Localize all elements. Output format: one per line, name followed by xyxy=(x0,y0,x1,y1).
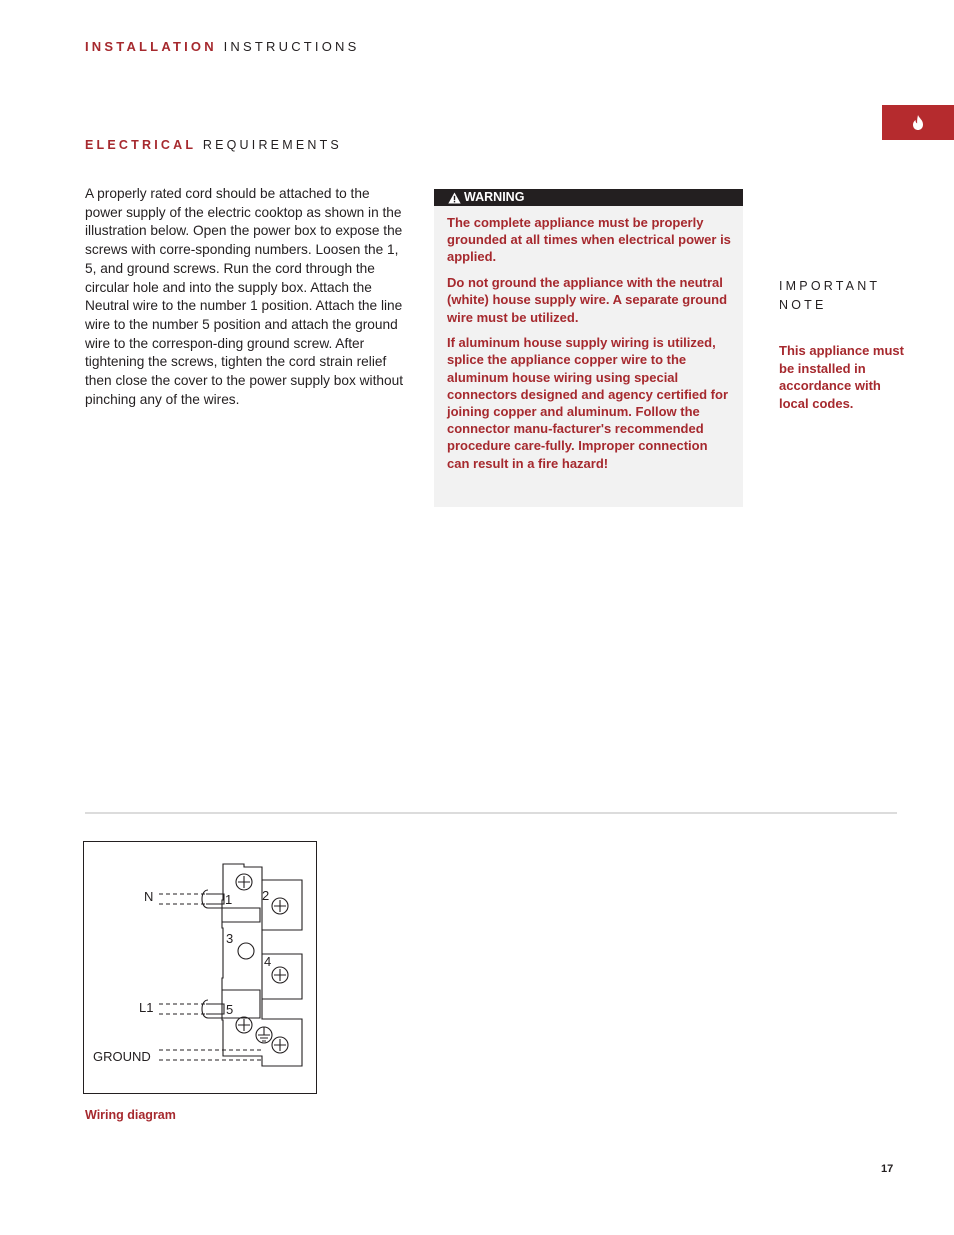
terminal-label-3: 3 xyxy=(226,931,234,946)
page-header xyxy=(85,39,360,54)
terminal-label-1: 1 xyxy=(225,892,233,907)
ground-label: GROUND xyxy=(93,1049,151,1064)
note-heading-line: NOTE xyxy=(779,297,827,312)
neutral-label: N xyxy=(144,889,154,904)
warning-title: WARNING xyxy=(464,190,525,204)
wiring-diagram xyxy=(83,841,317,1094)
wiring-diagram-svg xyxy=(84,842,316,1093)
page-number: 17 xyxy=(881,1163,894,1175)
header-strong: INSTALLATION xyxy=(85,39,217,54)
warning-icon xyxy=(448,192,461,204)
terminal-label-2: 2 xyxy=(262,888,270,903)
warning-paragraph: The complete appliance must be properly grounded at all times when electrical power is applied. xyxy=(447,215,731,265)
instructions-text: A properly rated cord should be attached to the power supply of the electric cooktop as shown in the illustration below. Open the power box to expose the screws with corre-sponding numbers. Loosen the 1, 5, and ground screws. Run the cord through the circular hole and into the supply box. Attach the Neutral wire to the number 1 position. Attach the line wire to the number 5 position and attach the ground wire to the correspon-ding ground screw. After tightening the screws, tighten the cord strain relief then close the cover to the power supply box without pinching any of the wires. xyxy=(85,186,404,407)
flame-icon xyxy=(911,114,925,131)
header-light: INSTRUCTIONS xyxy=(223,39,360,54)
section-tab xyxy=(882,105,954,140)
note-heading-line: IMPORTANT xyxy=(779,279,881,293)
warning-box xyxy=(434,189,743,507)
divider xyxy=(85,812,897,814)
terminal-label-5: 5 xyxy=(226,1002,234,1017)
section-strong: ELECTRICAL xyxy=(85,138,197,152)
section-heading xyxy=(85,138,342,152)
diagram-caption: Wiring diagram xyxy=(85,1108,176,1122)
warning-bar xyxy=(434,189,743,206)
terminal-label-4: 4 xyxy=(264,954,272,969)
line-label: L1 xyxy=(139,1000,154,1015)
warning-paragraph: If aluminum house supply wiring is utilized, splice the appliance copper wire to the aluminum house wiring using special connectors designed and agency certified for joining copper and aluminum. Follow the connector manu-facturer's recommended procedure care-fully. Improper connection can result in a fire hazard! xyxy=(447,335,729,471)
section-light: REQUIREMENTS xyxy=(202,138,342,152)
important-note-text: This appliance must be installed in accordance with local codes. xyxy=(779,343,904,411)
screw xyxy=(236,874,252,890)
important-note-heading xyxy=(779,277,880,314)
warning-paragraph: Do not ground the appliance with the neutral (white) house supply wire. A separate ground wire must be utilized. xyxy=(447,275,728,325)
